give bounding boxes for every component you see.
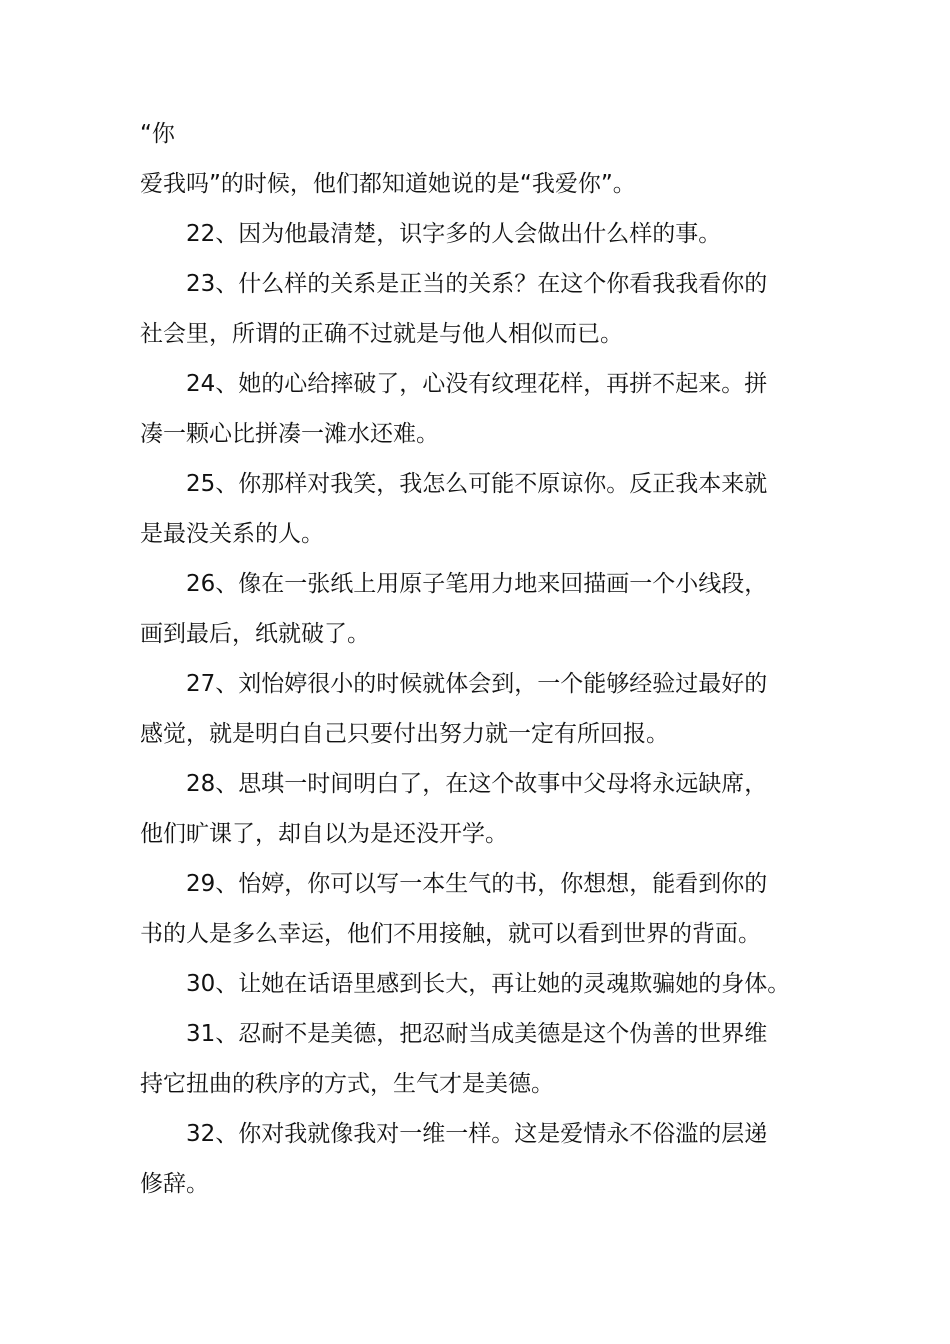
text-line: 爱我吗”的时候，他们都知道她说的是“我爱你”。 (140, 171, 636, 197)
text-line: 社会里，所谓的正确不过就是与他人相似而已。 (140, 321, 623, 347)
text-line: 他们旷课了，却自以为是还没开学。 (140, 821, 508, 847)
text-line: 画到最后，纸就破了。 (140, 621, 370, 647)
text-line: 25、你那样对我笑，我怎么可能不原谅你。反正我本来就 (186, 471, 768, 497)
text-line: 26、像在一张纸上用原子笔用力地来回描画一个小线段， (186, 571, 768, 597)
text-line: 31、忍耐不是美德，把忍耐当成美德是这个伪善的世界维 (186, 1021, 768, 1047)
text-line: 27、刘怡婷很小的时候就体会到，一个能够经验过最好的 (186, 671, 768, 697)
text-line: 28、思琪一时间明白了，在这个故事中父母将永远缺席， (186, 771, 768, 797)
text-line: 修辞。 (140, 1171, 209, 1197)
text-line: 持它扭曲的秩序的方式，生气才是美德。 (140, 1071, 554, 1097)
text-line: 书的人是多么幸运，他们不用接触，就可以看到世界的背面。 (140, 921, 761, 947)
text-line: 29、怡婷，你可以写一本生气的书，你想想，能看到你的 (186, 871, 768, 897)
text-line: 23、什么样的关系是正当的关系？在这个你看我我看你的 (186, 271, 768, 297)
text-line: 凑一颗心比拼凑一滩水还难。 (140, 421, 439, 447)
text-line: 32、你对我就像我对一维一样。这是爱情永不俗滥的层递 (186, 1121, 768, 1147)
text-line: 感觉，就是明白自己只要付出努力就一定有所回报。 (140, 721, 669, 747)
text-line: 24、她的心给摔破了，心没有纹理花样，再拼不起来。拼 (186, 371, 768, 397)
text-line: 30、让她在话语里感到长大，再让她的灵魂欺骗她的身体。 (186, 971, 791, 997)
text-line: “你 (140, 121, 175, 147)
text-line: 22、因为他最清楚，识字多的人会做出什么样的事。 (186, 221, 722, 247)
text-line: 是最没关系的人。 (140, 521, 324, 547)
